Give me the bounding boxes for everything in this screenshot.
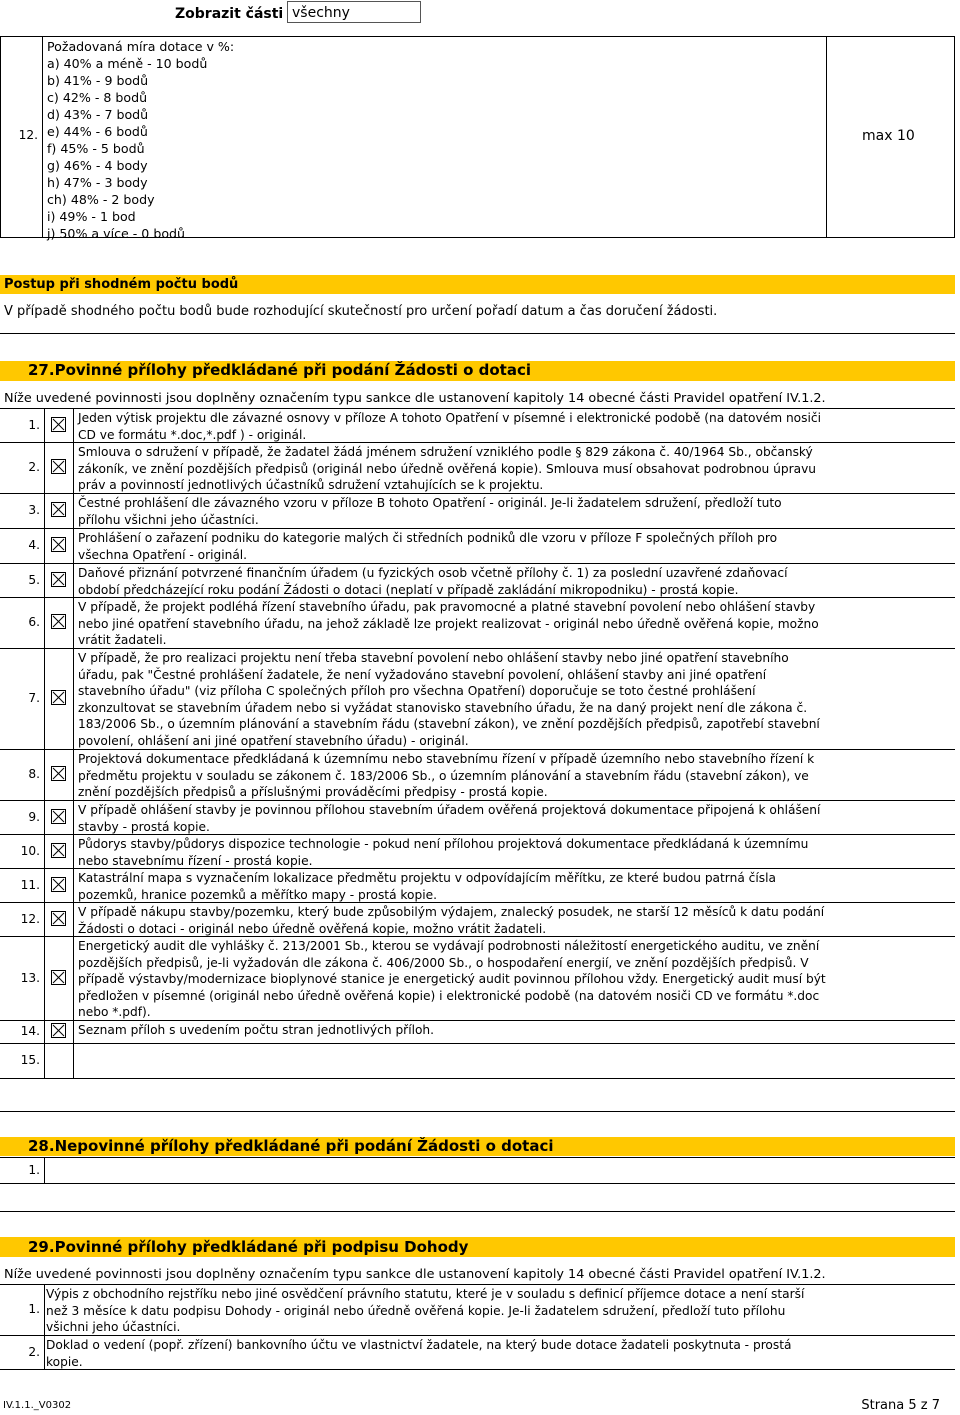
s27-item-row-border (0, 1078, 955, 1079)
s27-item-text-line: období předcházející roku podání Žádosti o dotaci (neplatí v případě zakládání mikropodniku) - prostá kopie. (78, 582, 739, 597)
s27-item-text-line: zkonzultovat se stavebním úřadem nebo si vyžádat stanovisko stavebního úřadu, že na daný projekt není dle zákona č. (78, 700, 808, 715)
s27-item-number: 12. (20, 911, 40, 926)
criterion-option: a) 40% a méně - 10 bodů (47, 56, 208, 71)
criterion-divider-left (42, 36, 43, 238)
s27-item-col-divider (73, 1021, 74, 1043)
s27-item-text-line: případě výstavby/modernizace bioplynové stanice je energetický audit povinnou přílohou vždy. Energetický audit musí být (78, 972, 826, 987)
s29-item-text (46, 1286, 804, 1336)
s29-item-number: 1. (28, 1302, 40, 1316)
s27-item-text-line: povolení, ohlášení ani jiné opatření stavebního úřadu) - originál. (78, 733, 469, 748)
divider (0, 1111, 955, 1112)
s29-item-col-divider (44, 1285, 45, 1335)
s27-item-text (78, 870, 776, 903)
s28-item-divider (44, 1157, 45, 1184)
criterion-option: h) 47% - 3 body (47, 175, 148, 190)
checkbox-checked-icon[interactable] (51, 843, 66, 858)
s27-item-row (0, 494, 955, 528)
criterion-option: ch) 48% - 2 body (47, 192, 155, 207)
s27-item-row (0, 529, 955, 563)
s27-item-col-divider (73, 750, 74, 800)
s27-item-col-divider (44, 1021, 45, 1043)
s27-item-text-line: Jeden výtisk projektu dle závazné osnovy v příloze A tohoto Opatření v písemné i elektronické podobě (na datovém nosiči (78, 411, 821, 425)
criterion-max: max 10 (862, 128, 915, 144)
s27-item-col-divider (44, 649, 45, 749)
s27-item-text-line: V případě, že projekt podléhá řízení stavebního úřadu, pak pravomocné a platné stavební povolení nebo ohlášení stavby (78, 600, 816, 614)
s29-item-text-line: než 3 měsíce k datu podpisu Dohody - originál nebo úředně ověřená kopie. Je-li žadatelem sdružení, předloží tuto přílohu (46, 1303, 786, 1318)
s27-item-text-line: CD ve formátu *.doc,*.pdf ) - originál. (78, 427, 307, 442)
checkbox-checked-icon[interactable] (51, 614, 66, 629)
s27-item-number: 3. (28, 503, 40, 517)
criterion-text (47, 38, 234, 242)
s27-item-text (78, 904, 824, 937)
s27-item-number: 8. (28, 767, 40, 781)
s27-item-row (0, 409, 955, 442)
s27-item-row (0, 649, 955, 749)
footer-page: Strana 5 z 7 (861, 1398, 940, 1413)
s27-item-text-line: Energetický audit dle vyhlášky č. 213/2001 Sb., kterou se vydávají podrobnosti náležitostí energetického auditu, ve znění (78, 939, 820, 953)
s27-item-text-line: předmětu projektu v souladu se zákonem č. 183/2006 Sb., o územním plánování a stavebním řádu (stavební zákon), ve (78, 768, 809, 783)
s27-item-row (0, 1021, 955, 1043)
s27-item-row (0, 835, 955, 868)
s27-item-text-line: pozdějších předpisů, je-li vyžadován dle zákona č. 406/2000 Sb., o hospodaření energií, ve znění pozdějších předpisů. V (78, 955, 809, 970)
s27-item-number: 1. (28, 417, 40, 432)
s27-item-text-line: předložen v písemné (originál nebo úředně ověřená kopie) i elektronické podobě (na datovém nosiči CD ve formátu *.doc (78, 988, 820, 1003)
s27-item-col-divider (73, 564, 74, 597)
s29-item-text-line: všichni jeho účastníci. (46, 1320, 181, 1335)
s27-item-text-line: všechna Opatření - originál. (78, 547, 248, 562)
s27-item-number: 2. (28, 460, 40, 474)
checkbox-checked-icon[interactable] (51, 911, 66, 926)
s27-item-col-divider (44, 937, 45, 1020)
s27-item-text-line: nebo jiné opatření stavebního úřadu, na jehož základě lze projekt realizovat - originál nebo úředně ověřená kopie, možno (78, 616, 819, 631)
s29-intro: Níže uvedené povinnosti jsou doplněny označením typu sankce dle ustanovení kapitoly 14 obecné části Pravidel opatření IV.1.2. (4, 1267, 826, 1282)
s27-item-number: 5. (28, 572, 40, 587)
s27-item-text (78, 599, 819, 649)
tie-rule-text: V případě shodného počtu bodů bude rozhodující skutečností pro určení pořadí datum a čas doručení žádosti. (4, 304, 718, 319)
criterion-option: j) 50% a více - 0 bodů (47, 226, 185, 241)
s27-item-col-divider (44, 443, 45, 493)
s27-item-number: 11. (20, 877, 40, 892)
s27-item-text-line: pozemků, hranice pozemků a měřítko mapy - prostá kopie. (78, 887, 437, 902)
s27-item-number: 7. (28, 691, 40, 705)
s27-item-col-divider (73, 409, 74, 442)
s27-item-text-line: nebo stavebnímu řízení - prostá kopie. (78, 853, 313, 868)
s27-item-text (78, 751, 814, 801)
s27-item-text (78, 530, 777, 563)
s27-item-number: 13. (20, 970, 40, 985)
s27-item-text (78, 650, 820, 750)
s29-item-col-divider (44, 1336, 45, 1369)
s27-item-text-line: znění pozdějších předpisů a příslušnými prováděcími předpisy - prostá kopie. (78, 785, 548, 800)
s27-item-text-line: Prohlášení o zařazení podniku do kategorie malých či středních podniků dle vzoru v příloze F společných příloh pro (78, 531, 778, 545)
s27-item-col-divider (73, 903, 74, 936)
criterion-divider-right (826, 36, 827, 238)
checkbox-checked-icon[interactable] (51, 417, 66, 432)
s28-item-row (0, 1157, 955, 1184)
s27-item-text (78, 938, 826, 1021)
s27-item-text-line: V případě nákupu stavby/pozemku, který bude způsobilým výdajem, znalecký posudek, ne starší 12 měsíců k datu podání (78, 905, 825, 919)
s27-item-col-divider (73, 835, 74, 868)
s27-item-row (0, 598, 955, 648)
s27-item-text-line: Žádosti o dotaci - originál nebo úředně ověřená kopie, možno vrátit žadateli. (78, 921, 547, 936)
s27-title: 27.Povinné přílohy předkládané při podání Žádosti o dotaci (28, 361, 532, 379)
s27-item-col-divider (44, 869, 45, 902)
s27-item-col-divider (44, 835, 45, 868)
checkbox-checked-icon[interactable] (51, 572, 66, 587)
s27-item-row (0, 750, 955, 800)
s27-item-col-divider (73, 494, 74, 528)
s27-item-text (78, 410, 821, 443)
s27-item-text (78, 565, 787, 598)
checkbox-checked-icon[interactable] (51, 537, 66, 552)
s27-item-text-line: stavby - prostá kopie. (78, 819, 210, 834)
s27-item-number: 6. (28, 615, 40, 629)
s27-item-col-divider (73, 649, 74, 749)
s27-item-row (0, 564, 955, 597)
criterion-option: f) 45% - 5 bodů (47, 141, 145, 156)
s29-item-row (0, 1336, 955, 1369)
criterion-option: b) 41% - 9 bodů (47, 73, 149, 88)
criterion-options (47, 55, 234, 242)
s27-item-col-divider (44, 598, 45, 648)
s27-item-text-line: přílohu všichni jeho účastníci. (78, 512, 259, 527)
filter-select[interactable] (287, 1, 421, 23)
s27-item-text-line: Smlouva o sdružení v případě, že žadatel žádá jménem sdružení vzniklého podle § 829 zákona č. 40/1964 Sb., občanský (78, 445, 813, 459)
s27-item-col-divider (44, 564, 45, 597)
tie-rule-title: Postup při shodném počtu bodů (4, 277, 239, 292)
footer-code: IV.1.1._V0302 (3, 1400, 72, 1411)
s29-item-text (46, 1337, 792, 1370)
s27-item-row (0, 903, 955, 936)
s27-item-text-line: vrátit žadateli. (78, 633, 167, 648)
s27-item-col-divider (73, 937, 74, 1020)
s27-item-number: 14. (20, 1024, 40, 1038)
s27-item-text-line: úřadu, pak "Čestné prohlášení žadatele, že není vyžadováno stavební povolení, ohlášení stavby ani jiné opatření (78, 667, 767, 682)
s27-item-text-line: 183/2006 Sb., o územním plánování a stavebním řádu (stavební zákon), ve znění pozdějších předpisů, zapotřebí stavební (78, 717, 820, 732)
checkbox-checked-icon[interactable] (51, 690, 66, 705)
s27-item-col-divider (44, 529, 45, 563)
s27-item-text (78, 1022, 434, 1039)
s27-item-col-divider (44, 409, 45, 442)
s27-item-text-line: Katastrální mapa s vyznačením lokalizace předmětu projektu v odpovídajícím měřítku, ze které budou patrná čísla (78, 871, 776, 885)
s27-item-text-line: zákoník, ve znění pozdějších předpisů (originál nebo úředně ověřená kopie). Smlouva musí obsahovat podrobnou úpravu (78, 461, 817, 476)
criterion-option: c) 42% - 8 bodů (47, 90, 148, 105)
s27-item-row (0, 1044, 955, 1078)
s27-item-text-line: V případě, že pro realizaci projektu není třeba stavební povolení nebo ohlášení stavby nebo jiné opatření stavebního (78, 651, 789, 665)
s29-item-row (0, 1285, 955, 1335)
checkbox-checked-icon[interactable] (51, 502, 66, 517)
s27-item-text-line: Projektová dokumentace předkládaná k územnímu nebo stavebnímu řízení v případě územního nebo stavebního řízení k (78, 752, 815, 766)
s28-title: 28.Nepovinné přílohy předkládané při podání Žádosti o dotaci (28, 1137, 554, 1155)
s27-item-row (0, 443, 955, 493)
filter-select-value: všechny (292, 5, 350, 21)
s27-item-col-divider (73, 443, 74, 493)
s29-item-text-line: Doklad o vedení (popř. zřízení) bankovního účtu ve vlastnictví žadatele, na který bude dotace žadateli poskytnuta - prostá (46, 1338, 792, 1352)
s27-item-col-divider (73, 801, 74, 834)
s29-item-number: 2. (28, 1344, 40, 1359)
s27-item-col-divider (73, 869, 74, 902)
s27-item-text-line: Čestné prohlášení dle závazného vzoru v příloze B tohoto Opatření - originál. Je-li žadatelem sdružení, předloží tuto (78, 496, 782, 510)
s27-item-text-line: práv a povinností jednotlivých účastníků sdružení vztahujících se k projektu. (78, 478, 544, 493)
s27-item-text (78, 802, 820, 835)
checkbox-checked-icon[interactable] (51, 1023, 66, 1038)
s27-item-col-divider (73, 1044, 74, 1078)
checkbox-checked-icon[interactable] (51, 809, 66, 824)
s27-item-text-line: nebo *.pdf). (78, 1005, 151, 1020)
s27-item-row (0, 937, 955, 1020)
s29-item-text-line: kopie. (46, 1354, 83, 1369)
s27-item-col-divider (44, 801, 45, 834)
divider (0, 333, 955, 334)
s27-item-text (78, 495, 782, 528)
criterion-option: e) 44% - 6 bodů (47, 124, 148, 139)
criterion-option: i) 49% - 1 bod (47, 209, 136, 224)
s27-item-number: 15. (20, 1053, 40, 1067)
criterion-number: 12. (18, 128, 38, 142)
s27-item-number: 9. (28, 809, 40, 824)
s27-item-text-line: V případě ohlášení stavby je povinnou přílohou stavebním úřadem ověřená projektová dokumentace připojená k ohlášení (78, 803, 821, 817)
checkbox-checked-icon[interactable] (51, 766, 66, 781)
s28-item-number: 1. (28, 1163, 40, 1177)
criterion-title: Požadovaná míra dotace v %: (47, 39, 235, 54)
s27-item-text-line: Půdorys stavby/půdorys dispozice technologie - pokud není přílohou projektová dokumentace předkládaná k územnímu (78, 837, 809, 851)
s27-intro: Níže uvedené povinnosti jsou doplněny označením typu sankce dle ustanovení kapitoly 14 obecné části Pravidel opatření IV.1.2. (4, 391, 826, 406)
s27-item-col-divider (44, 1044, 45, 1078)
filter-label: Zobrazit části (175, 6, 284, 22)
s27-item-row (0, 801, 955, 834)
s27-item-col-divider (44, 750, 45, 800)
s27-item-text-line: stavebního úřadu" (viz příloha C společných příloh pro všechna Opatření) doporučuje se toto čestné prohlášení (78, 684, 756, 699)
criterion-option: d) 43% - 7 bodů (47, 107, 149, 122)
s27-item-col-divider (44, 903, 45, 936)
s27-item-col-divider (44, 494, 45, 528)
checkbox-checked-icon[interactable] (51, 970, 66, 985)
s27-item-text (78, 444, 816, 494)
s27-item-number: 4. (28, 538, 40, 552)
s27-item-text (78, 836, 808, 869)
checkbox-checked-icon[interactable] (51, 877, 66, 892)
checkbox-checked-icon[interactable] (51, 459, 66, 474)
s27-item-col-divider (73, 529, 74, 563)
s29-title: 29.Povinné přílohy předkládané při podpisu Dohody (28, 1238, 469, 1256)
s27-item-text-line: Seznam příloh s uvedením počtu stran jednotlivých příloh. (78, 1023, 435, 1037)
s27-item-text-line: Daňové přiznání potvrzené finančním úřadem (u fyzických osob včetně přílohy č. 1) za poslední uzavřené zdaňovací (78, 566, 788, 580)
divider (0, 1211, 955, 1212)
s29-item-text-line: Výpis z obchodního rejstříku nebo jiné osvědčení právního statutu, které je v souladu s definicí příjemce dotace a není starší (46, 1287, 805, 1301)
s29-item-row-border (0, 1369, 955, 1370)
s27-item-number: 10. (20, 843, 40, 858)
s27-item-row (0, 869, 955, 902)
s27-item-col-divider (73, 598, 74, 648)
criterion-option: g) 46% - 4 body (47, 158, 148, 173)
